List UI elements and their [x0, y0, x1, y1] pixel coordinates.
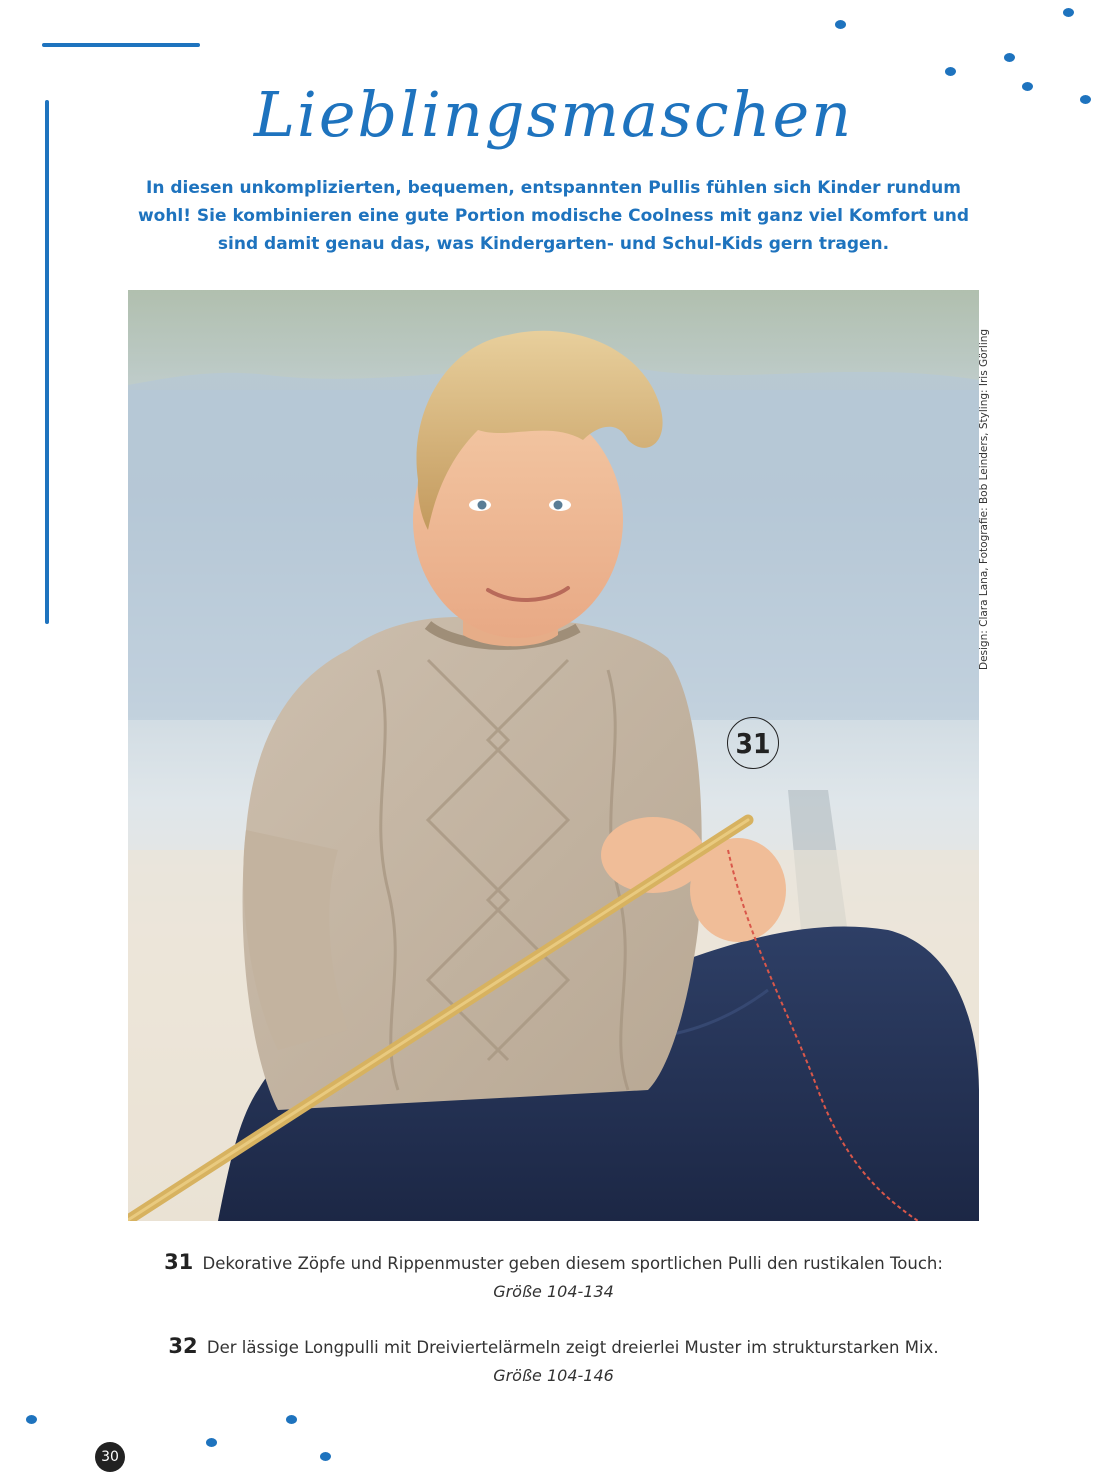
caption [0, 1248, 1107, 1306]
decorative-dot [320, 1452, 331, 1461]
decorative-dot [26, 1415, 37, 1424]
intro-line: sind damit genau das, was Kindergarten- und Schul-Kids gern tragen. [217, 234, 890, 254]
caption-text: Der lässige Longpulli mit Dreiviertelärmeln zeigt dreierlei Muster im strukturstarken Mix. [206, 1338, 939, 1357]
decorative-line-vertical [45, 100, 49, 624]
caption-number: 31 [164, 1250, 194, 1274]
caption-text: Dekorative Zöpfe und Rippenmuster geben diesem sportlichen Pulli den rustikalen Touch: [202, 1254, 943, 1273]
caption-size: Größe 104-134 [493, 1282, 614, 1301]
page-number: 30 [95, 1442, 125, 1472]
decorative-dot [286, 1415, 297, 1424]
decorative-dot [835, 20, 846, 29]
intro-text [120, 174, 987, 258]
decorative-line-horizontal [42, 43, 200, 47]
decorative-dot [945, 67, 956, 76]
photo-illustration [128, 290, 979, 1221]
caption-size: Größe 104-146 [493, 1366, 614, 1385]
caption [0, 1332, 1107, 1390]
decorative-dot [1004, 53, 1015, 62]
decorative-dot [206, 1438, 217, 1447]
page-title: Lieblingsmaschen [253, 78, 854, 151]
decorative-dot [1063, 8, 1074, 17]
product-photo [128, 290, 979, 1221]
intro-line: In diesen unkomplizierten, bequemen, entspannten Pullis fühlen sich Kinder rundum [146, 178, 961, 198]
intro-line: wohl! Sie kombinieren eine gute Portion modische Coolness mit ganz viel Komfort und [137, 206, 970, 226]
pattern-number-badge: 31 [727, 717, 779, 769]
caption-number: 32 [168, 1334, 198, 1358]
photo-credit: Design: Clara Lana, Fotografie: Bob Leinders, Styling: Iris Görling [978, 328, 990, 670]
